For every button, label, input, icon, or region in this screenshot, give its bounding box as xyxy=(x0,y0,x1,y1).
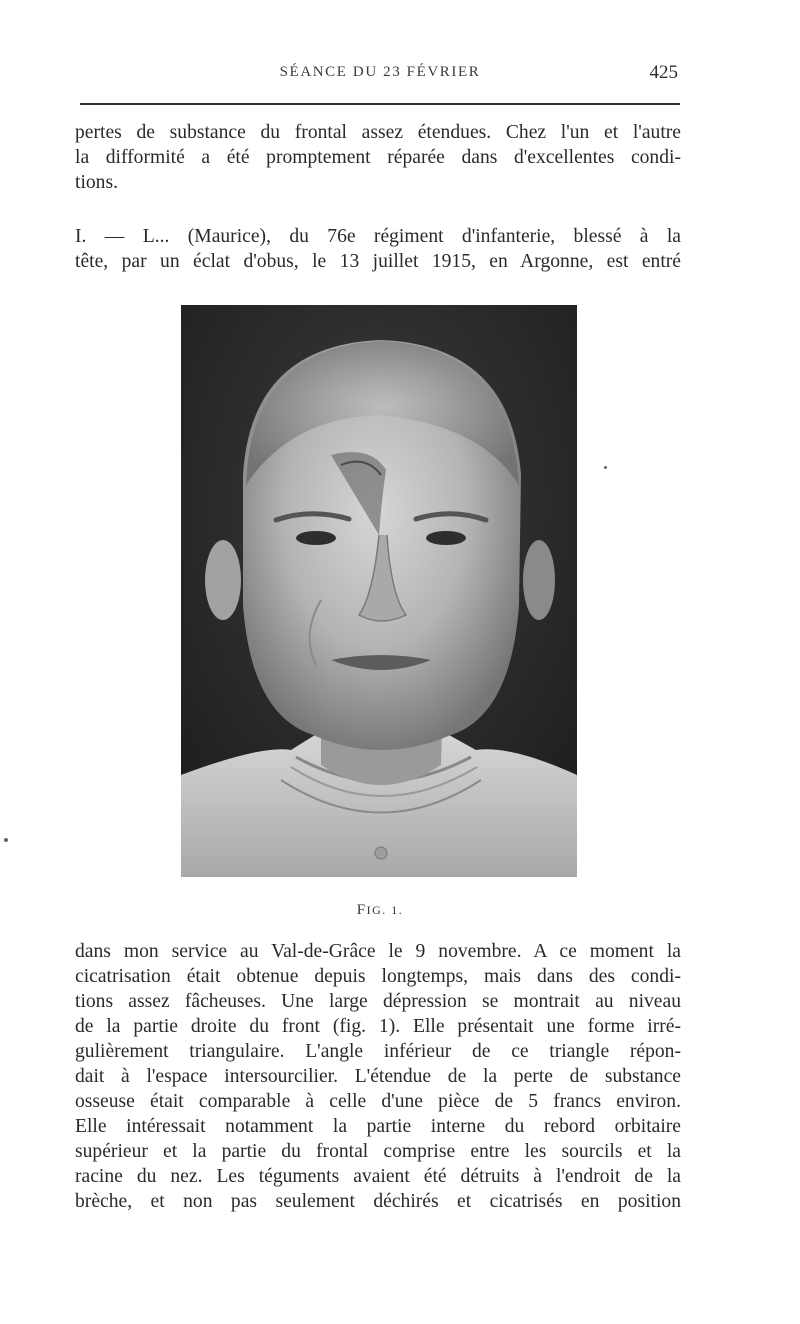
text-line: de la partie droite du front (fig. 1). Elle présentait une forme irré- xyxy=(75,1016,681,1037)
text-line: tête, par un éclat d'obus, le 13 juillet 1915, en Argonne, est entré xyxy=(75,251,681,272)
text-line: brèche, et non pas seulement déchirés et cicatrisés en position xyxy=(75,1191,681,1212)
text-line: cicatrisation était obtenue depuis longtemps, mais dans des condi- xyxy=(75,966,681,987)
header-rule xyxy=(80,103,680,105)
scan-speck xyxy=(4,838,8,842)
figure-caption xyxy=(330,902,430,919)
running-title: SÉANCE DU 23 FÉVRIER xyxy=(279,64,481,80)
running-head xyxy=(80,62,680,92)
text-line: gulièrement triangulaire. L'angle inférieur de ce triangle répon- xyxy=(75,1041,681,1062)
text-line: dait à l'espace intersourcilier. L'étendue de la perte de substance xyxy=(75,1066,681,1087)
portrait-photo xyxy=(181,305,577,877)
text-line: I. — L... (Maurice), du 76e régiment d'infanterie, blessé à la xyxy=(75,226,681,247)
figure-caption-lead: F xyxy=(356,902,367,918)
text-line: osseuse était comparable à celle d'une pièce de 5 francs environ. xyxy=(75,1091,681,1112)
text-line: supérieur et la partie du frontal comprise entre les sourcils et la xyxy=(75,1141,681,1162)
scan-speck xyxy=(604,466,607,469)
figure-photograph xyxy=(181,305,577,877)
text-line: tions assez fâcheuses. Une large dépression se montrait au niveau xyxy=(75,991,681,1012)
figure-caption-rest: IG. 1. xyxy=(366,903,404,917)
paragraph-2 xyxy=(75,224,681,274)
text-line: tions. xyxy=(75,172,119,193)
paragraph-1 xyxy=(75,120,681,195)
text-line: racine du nez. Les téguments avaient été détruits à l'endroit de la xyxy=(75,1166,681,1187)
text-line: Elle intéressait notamment la partie interne du rebord orbitaire xyxy=(75,1116,681,1137)
page-number: 425 xyxy=(649,62,678,83)
text-line: dans mon service au Val-de-Grâce le 9 novembre. A ce moment la xyxy=(75,941,681,962)
paragraph-3 xyxy=(75,939,681,1214)
text-line: pertes de substance du frontal assez étendues. Chez l'un et l'autre xyxy=(75,122,681,143)
text-line: la difformité a été promptement réparée dans d'excellentes condi- xyxy=(75,147,681,168)
